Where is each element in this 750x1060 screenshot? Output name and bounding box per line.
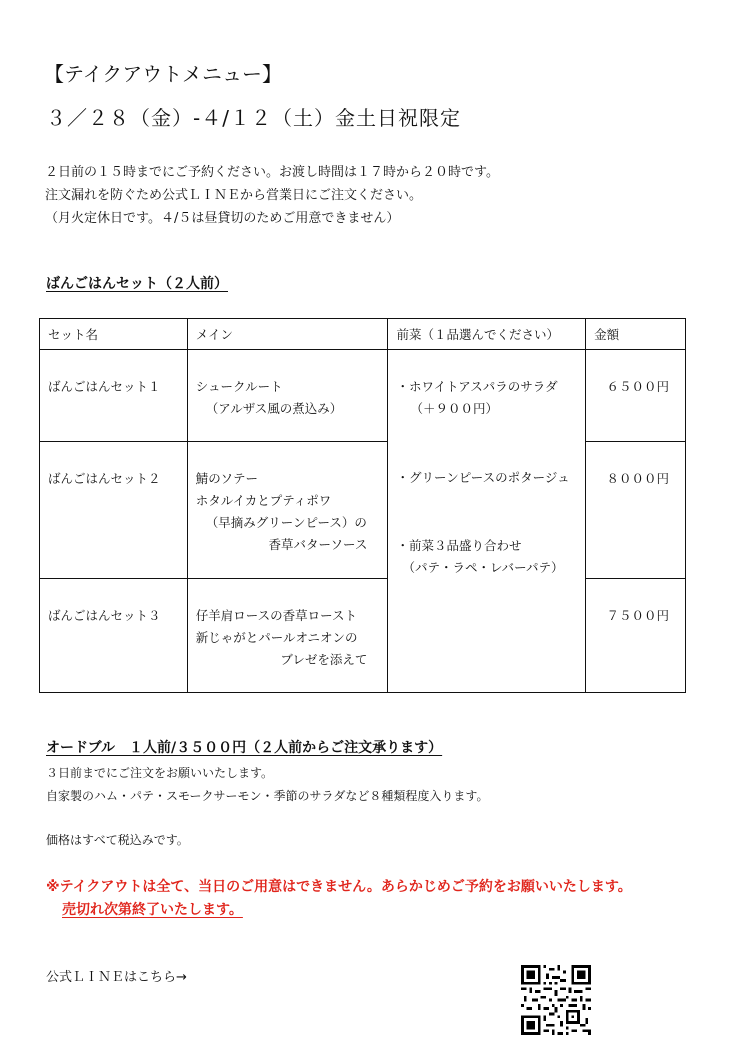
table-header-row [40, 319, 686, 350]
price-cell [586, 579, 686, 693]
main-cell [187, 350, 388, 442]
starter-note: （パテ・ラペ・レバーパテ） [402, 560, 564, 575]
main-line: シュークルート [195, 379, 283, 394]
hors-doeuvre-line: ３日前までにご注文をお願いいたします。 [46, 766, 274, 780]
price: ８０００円 [606, 471, 669, 486]
main-line: （早摘みグリーンピース）の [205, 515, 367, 530]
set-name-cell [40, 442, 188, 579]
set-name-cell [40, 579, 188, 693]
col-header-price: 金額 [586, 319, 686, 350]
main-line: ブレゼを添えて [280, 652, 368, 667]
main-line: 鯖のソテー [195, 471, 259, 486]
intro-line-2: 注文漏れを防ぐため公式ＬＩＮＥから営業日にご注文ください。 [45, 188, 423, 203]
intro-line-3: （月火定休日です。４/５は昼貸切のためご用意できません） [45, 211, 400, 226]
hors-doeuvre-line: 自家製のハム・パテ・スモークサーモン・季節のサラダなど８種類程度入ります。 [46, 789, 489, 803]
set-name-cell [40, 350, 188, 442]
notice-line: ※テイクアウトは全て、当日のご用意はできません。あらかじめご予約をお願いいたします。 [46, 879, 632, 895]
tax-note: 価格はすべて税込みです。 [46, 833, 189, 847]
set-name: ばんごはんセット３ [48, 608, 161, 623]
table-row [40, 350, 686, 442]
starter-option: ・ホワイトアスパラのサラダ [396, 379, 558, 394]
set-name: ばんごはんセット２ [48, 471, 161, 486]
set-section-heading: ばんごはんセット（２人前） [46, 276, 228, 292]
starter-cell [388, 350, 586, 693]
set-menu-table [39, 318, 686, 693]
starter-note: （＋９００円） [410, 401, 498, 416]
main-cell [187, 442, 388, 579]
main-cell [187, 579, 388, 693]
period-heading: ３／２８（金）-４/１２（土）金土日祝限定 [46, 106, 461, 130]
starter-option: ・前菜３品盛り合わせ [396, 538, 522, 553]
set-name: ばんごはんセット１ [48, 379, 161, 394]
main-line: 香草バターソース [268, 537, 368, 552]
col-header-set-name: セット名 [40, 319, 188, 350]
starter-option: ・グリーンピースのポタージュ [396, 470, 570, 485]
main-line: 新じゃがとパールオニオンの [195, 630, 358, 645]
main-line: （アルザス風の煮込み） [205, 401, 343, 416]
main-line: ホタルイカとプティポワ [195, 493, 332, 508]
col-header-starter: 前菜（１品選んでください） [388, 319, 586, 350]
intro-line-1: ２日前の１５時までにご予約ください。お渡し時間は１７時から２０時です。 [45, 165, 499, 180]
main-line: 仔羊肩ロースの香草ロースト [195, 608, 358, 623]
line-official-link[interactable]: 公式ＬＩＮＥはこちら→ [46, 970, 187, 985]
price: ７５００円 [606, 608, 669, 623]
line-qr-code-icon[interactable] [521, 965, 591, 1035]
col-header-main: メイン [187, 319, 388, 350]
page-title: 【テイクアウトメニュー】 [44, 62, 282, 86]
hors-doeuvre-heading: オードブル １人前/３５００円（２人前からご注文承ります） [46, 740, 443, 756]
table-row [40, 442, 686, 579]
notice-line-soldout: 売切れ次第終了いたします。 [62, 902, 243, 918]
price: ６５００円 [606, 379, 669, 394]
price-cell [586, 442, 686, 579]
price-cell [586, 350, 686, 442]
table-row [40, 579, 686, 693]
